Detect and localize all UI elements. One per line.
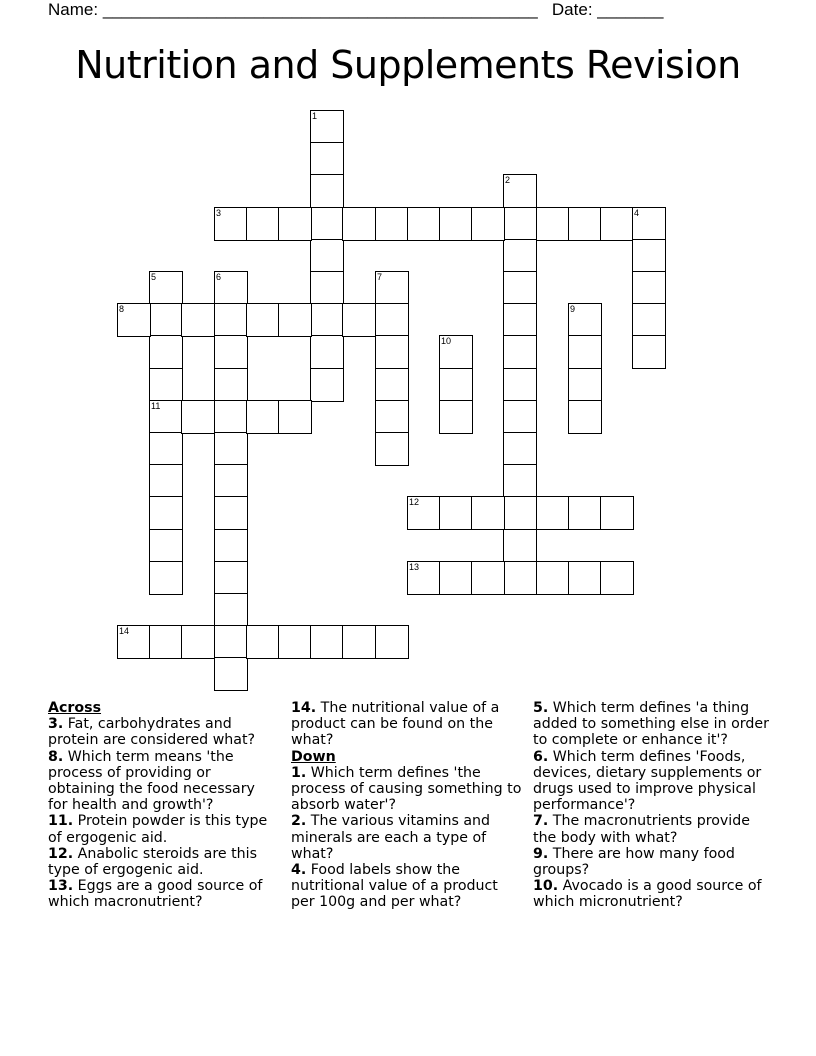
grid-cell[interactable] xyxy=(503,400,537,434)
clue-down-7: 7. The macronutrients provide the body with what? xyxy=(533,813,750,846)
grid-cell[interactable] xyxy=(503,303,537,337)
grid-cell[interactable] xyxy=(310,207,344,241)
grid-cell[interactable] xyxy=(407,561,441,595)
grid-cell[interactable] xyxy=(375,432,409,466)
grid-cell[interactable] xyxy=(214,400,248,434)
clue-across-13: 13. Eggs are a good source of which macronutrient? xyxy=(48,878,263,911)
clue-across-3: 3. Fat, carbohydrates and protein are considered what? xyxy=(48,716,256,749)
grid-cell[interactable] xyxy=(214,271,248,305)
grid-cell[interactable] xyxy=(407,207,441,241)
clue-number: 11 xyxy=(151,401,161,411)
grid-cell[interactable] xyxy=(149,368,183,402)
grid-cell[interactable] xyxy=(310,303,344,337)
clue-number: 7 xyxy=(377,272,383,282)
grid-cell[interactable] xyxy=(310,368,344,402)
grid-cell[interactable] xyxy=(568,496,602,530)
grid-cell[interactable] xyxy=(214,496,248,530)
grid-cell[interactable] xyxy=(503,239,537,273)
grid-cell[interactable] xyxy=(439,207,473,241)
clue-number: 13 xyxy=(409,562,420,572)
clue-across-11: 11. Protein powder is this type of ergogenic aid. xyxy=(48,813,268,846)
grid-cell[interactable] xyxy=(310,335,344,369)
grid-cell[interactable] xyxy=(503,529,537,563)
grid-cell[interactable] xyxy=(439,561,473,595)
grid-cell[interactable] xyxy=(246,207,280,241)
grid-cell[interactable] xyxy=(439,335,473,369)
grid-cell[interactable] xyxy=(214,464,248,498)
grid-cell[interactable] xyxy=(632,239,666,273)
grid-cell[interactable] xyxy=(536,496,570,530)
clue-number: 9 xyxy=(570,304,576,314)
grid-cell[interactable] xyxy=(278,625,312,659)
grid-cell[interactable] xyxy=(181,400,215,434)
clue-down-2: 2. The various vitamins and minerals are each a type of what? xyxy=(291,813,491,862)
grid-cell[interactable] xyxy=(149,432,183,466)
grid-cell[interactable] xyxy=(503,368,537,402)
grid-cell[interactable] xyxy=(342,625,376,659)
grid-cell[interactable] xyxy=(503,561,537,595)
grid-cell[interactable] xyxy=(342,303,376,337)
grid-cell[interactable] xyxy=(310,271,344,305)
grid-cell[interactable] xyxy=(568,303,602,337)
clue-across-8: 8. Which term means 'the process of providing or obtaining the food necessary for health and growth'? xyxy=(48,748,255,814)
grid-cell[interactable] xyxy=(375,207,409,241)
grid-cell[interactable] xyxy=(375,303,409,337)
page-title: Nutrition and Supplements Revision xyxy=(75,43,741,87)
clues-column-3 xyxy=(533,700,773,911)
grid-cell[interactable] xyxy=(117,625,151,659)
grid-cell[interactable] xyxy=(117,303,151,337)
grid-cell[interactable] xyxy=(214,303,248,337)
grid-cell[interactable] xyxy=(503,174,537,208)
grid-cell[interactable] xyxy=(310,239,344,273)
grid-cell[interactable] xyxy=(439,368,473,402)
grid-cell[interactable] xyxy=(503,464,537,498)
grid-cell[interactable] xyxy=(439,496,473,530)
grid-cell[interactable] xyxy=(214,625,248,659)
clue-number: 10 xyxy=(441,336,452,346)
clues-column-2 xyxy=(291,700,525,911)
grid-cell[interactable] xyxy=(600,561,634,595)
name-label: Name: xyxy=(48,0,99,19)
grid-cell[interactable] xyxy=(149,464,183,498)
grid-cell[interactable] xyxy=(375,271,409,305)
grid-cell[interactable] xyxy=(568,335,602,369)
grid-cell[interactable] xyxy=(278,207,312,241)
grid-cell[interactable] xyxy=(632,207,666,241)
grid-cell[interactable] xyxy=(632,271,666,305)
date-label: Date: xyxy=(551,0,593,19)
grid-cell[interactable] xyxy=(471,496,505,530)
grid-cell[interactable] xyxy=(278,400,312,434)
down-heading: Down xyxy=(291,748,336,765)
clue-down-5: 5. Which term defines 'a thing added to something else in order to complete or enhance it'? xyxy=(533,700,769,749)
grid-cell[interactable] xyxy=(407,496,441,530)
grid-cell[interactable] xyxy=(149,303,183,337)
grid-cell[interactable] xyxy=(375,368,409,402)
grid-cell[interactable] xyxy=(503,335,537,369)
grid-cell[interactable] xyxy=(149,529,183,563)
grid-cell[interactable] xyxy=(310,625,344,659)
grid-cell[interactable] xyxy=(471,561,505,595)
grid-cell[interactable] xyxy=(375,400,409,434)
grid-cell[interactable] xyxy=(503,271,537,305)
clue-number: 6 xyxy=(216,272,222,282)
grid-cell[interactable] xyxy=(214,529,248,563)
grid-cell[interactable] xyxy=(568,400,602,434)
grid-cell[interactable] xyxy=(439,400,473,434)
grid-cell[interactable] xyxy=(310,174,344,208)
grid-cell[interactable] xyxy=(246,625,280,659)
clue-number: 8 xyxy=(119,304,125,314)
grid-cell[interactable] xyxy=(310,110,344,144)
clue-across-14: 14. The nutritional value of a product can be found on the what? xyxy=(291,700,500,749)
clue-number: 1 xyxy=(312,111,318,121)
grid-cell[interactable] xyxy=(342,207,376,241)
grid-cell[interactable] xyxy=(375,335,409,369)
grid-cell[interactable] xyxy=(278,303,312,337)
date-line[interactable]: _______ xyxy=(597,0,664,19)
grid-cell[interactable] xyxy=(568,561,602,595)
clue-down-4: 4. Food labels show the nutritional value of a product per 100g and per what? xyxy=(291,862,498,911)
grid-cell[interactable] xyxy=(568,207,602,241)
grid-cell[interactable] xyxy=(471,207,505,241)
clues-column-1 xyxy=(48,700,278,911)
clue-down-9: 9. There are how many food groups? xyxy=(533,845,735,879)
grid-cell[interactable] xyxy=(600,207,634,241)
grid-cell[interactable] xyxy=(632,335,666,369)
grid-cell[interactable] xyxy=(503,432,537,466)
grid-cell[interactable] xyxy=(214,368,248,402)
grid-cell[interactable] xyxy=(149,496,183,530)
clue-number: 3 xyxy=(216,208,222,218)
grid-cell[interactable] xyxy=(214,593,248,627)
grid-cell[interactable] xyxy=(536,207,570,241)
grid-cell[interactable] xyxy=(246,303,280,337)
grid-cell[interactable] xyxy=(310,142,344,176)
name-line[interactable]: ______________________________________________ xyxy=(102,0,538,19)
clue-number: 2 xyxy=(505,175,511,185)
grid-cell[interactable] xyxy=(181,625,215,659)
clue-down-6: 6. Which term defines 'Foods, devices, dietary supplements or drugs used to improve physical performance'? xyxy=(533,748,762,814)
grid-cell[interactable] xyxy=(600,496,634,530)
grid-cell[interactable] xyxy=(149,561,183,595)
grid-cell[interactable] xyxy=(214,432,248,466)
clue-down-1: 1. Which term defines 'the process of causing something to absorb water'? xyxy=(291,764,522,814)
clue-number: 5 xyxy=(151,272,157,282)
grid-cell[interactable] xyxy=(149,400,183,434)
grid-cell[interactable] xyxy=(503,496,537,530)
grid-cell[interactable] xyxy=(214,335,248,369)
grid-cell[interactable] xyxy=(214,657,248,691)
grid-cell[interactable] xyxy=(214,207,248,241)
grid-cell[interactable] xyxy=(149,271,183,305)
grid-cell[interactable] xyxy=(149,625,183,659)
grid-cell[interactable] xyxy=(149,335,183,369)
grid-cell[interactable] xyxy=(181,303,215,337)
grid-cell[interactable] xyxy=(246,400,280,434)
clue-number: 14 xyxy=(119,626,130,636)
grid-cell[interactable] xyxy=(536,561,570,595)
grid-cell[interactable] xyxy=(632,303,666,337)
grid-cell[interactable] xyxy=(214,561,248,595)
clue-across-12: 12. Anabolic steroids are this type of ergogenic aid. xyxy=(48,845,258,879)
grid-cell[interactable] xyxy=(375,625,409,659)
clue-down-10: 10. Avocado is a good source of which micronutrient? xyxy=(533,878,762,911)
clue-number: 12 xyxy=(409,497,420,507)
grid-cell[interactable] xyxy=(503,207,537,241)
across-heading: Across xyxy=(48,700,102,716)
clue-number: 4 xyxy=(634,208,640,218)
grid-cell[interactable] xyxy=(568,368,602,402)
